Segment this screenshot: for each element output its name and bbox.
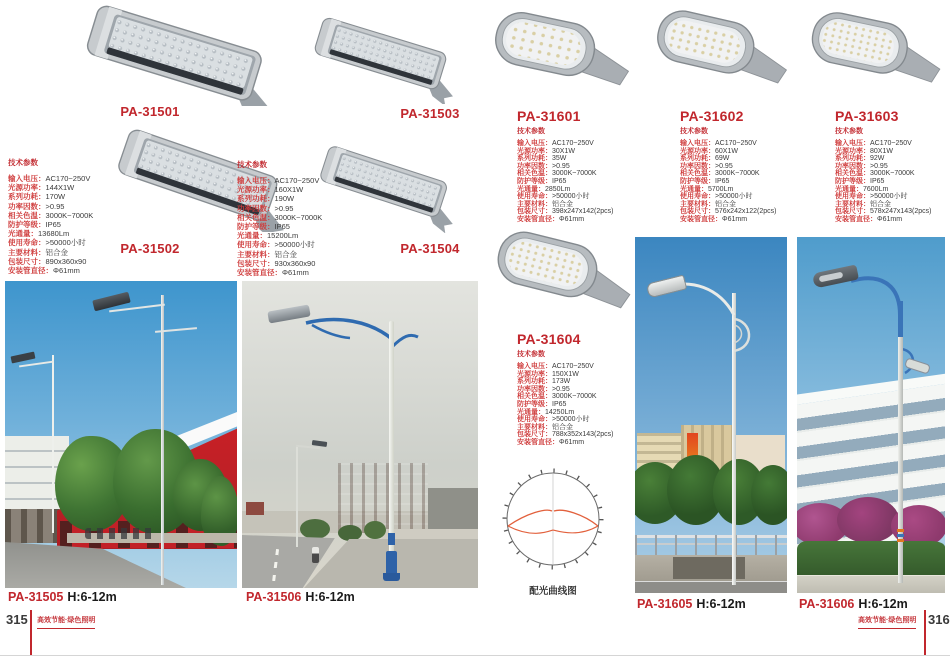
spec-value: 890x360x90 xyxy=(45,256,87,266)
spec-row xyxy=(237,259,355,268)
spec-row xyxy=(517,363,635,371)
spec-value: 160X1W xyxy=(274,185,304,195)
spec-row xyxy=(517,378,635,386)
spec-value: >50000小时 xyxy=(274,240,315,250)
spec-heading: 技术参数 xyxy=(517,128,545,135)
pole-base-flare xyxy=(383,573,400,581)
spec-row xyxy=(680,170,798,178)
spec-value: >0.95 xyxy=(552,385,570,393)
product-code-pa-31504: PA-31504 xyxy=(400,241,460,256)
spec-value: >50000小时 xyxy=(870,193,908,201)
spec-value: >0.95 xyxy=(45,201,65,211)
spec-value: 铝合金 xyxy=(870,200,891,208)
spec-label: 光源功率： xyxy=(680,147,715,155)
spec-row xyxy=(237,268,355,277)
spec-label: 主要材料： xyxy=(517,200,552,208)
spec-value: Φ61mm xyxy=(282,268,309,278)
spec-label: 安装管直径： xyxy=(237,268,282,278)
spec-row xyxy=(835,178,950,186)
product-code-pa-31605: PA-31605 xyxy=(637,597,693,611)
mounting-height: H:6-12m xyxy=(305,590,355,604)
spec-label: 使用寿命： xyxy=(8,238,46,248)
page-number-left: 315 xyxy=(6,612,28,627)
spec-value: >50000小时 xyxy=(552,193,590,201)
spec-row xyxy=(517,431,635,439)
parked-motorbikes xyxy=(85,528,157,539)
product-code-pa-31506: PA-31506 xyxy=(246,590,302,604)
spec-value: 2850Lm xyxy=(545,185,571,193)
photo-pa-31505 xyxy=(5,281,237,588)
spec-value: 173W xyxy=(552,378,571,386)
spec-value: Φ61mm xyxy=(53,266,80,276)
spec-value: IP65 xyxy=(870,177,885,185)
spec-label: 包装尺寸： xyxy=(680,208,715,216)
spec-label: 相关色温： xyxy=(517,393,552,401)
footer-slogan-right: 高效节能·绿色照明 xyxy=(858,615,916,629)
spec-value: 170W xyxy=(45,192,66,202)
spec-row xyxy=(680,208,798,216)
spec-value: >0.95 xyxy=(870,162,888,170)
spec-label: 主要材料： xyxy=(8,247,46,257)
photo-caption-pa-31606 xyxy=(799,597,908,611)
spec-value: 3000K~7000K xyxy=(552,170,597,178)
spec-value: AC170~250V xyxy=(870,140,912,147)
spec-value: >50000小时 xyxy=(715,193,753,201)
spec-value: 铝合金 xyxy=(552,423,573,431)
spec-value: AC170~250V xyxy=(715,140,757,147)
spec-label: 使用寿命： xyxy=(517,416,552,424)
spec-value: 13680Lm xyxy=(38,229,70,239)
mounting-height: H:6-12m xyxy=(696,597,746,611)
spec-label: 使用寿命： xyxy=(237,240,275,250)
spec-value: 144X1W xyxy=(45,183,75,193)
spec-value: >0.95 xyxy=(274,203,294,213)
spec-label: 防护等级： xyxy=(237,222,275,232)
spec-value: 35W xyxy=(552,155,567,163)
spec-label: 输入电压： xyxy=(835,140,870,147)
street-light-pole-far xyxy=(52,355,54,533)
spec-value: 铝合金 xyxy=(715,200,736,208)
spec-label: 输入电压： xyxy=(680,140,715,147)
spec-row xyxy=(835,208,950,216)
spec-row xyxy=(237,250,355,259)
mounting-height: H:6-12m xyxy=(858,597,908,611)
spec-value: 398x247x142(2pcs) xyxy=(552,208,614,216)
pole-ring xyxy=(897,539,904,542)
product-code-pa-31501: PA-31501 xyxy=(120,104,180,119)
spec-value: IP65 xyxy=(274,222,290,232)
spec-value: 92W xyxy=(870,155,885,163)
product-code-pa-31503: PA-31503 xyxy=(400,106,460,121)
spec-label: 包装尺寸： xyxy=(835,208,870,216)
spec-label: 光源功率： xyxy=(517,147,552,155)
spec-label: 主要材料： xyxy=(835,200,870,208)
spec-label: 防护等级： xyxy=(835,177,870,185)
photo-pa-31506 xyxy=(242,281,478,588)
spec-label: 包装尺寸： xyxy=(8,256,46,266)
spec-label: 安装管直径： xyxy=(517,215,559,223)
spec-label: 使用寿命： xyxy=(517,193,552,201)
spec-value: Φ61mm xyxy=(722,215,748,223)
spec-heading: 技术参数 xyxy=(835,128,863,135)
photo-caption-pa-31605 xyxy=(637,597,746,611)
spec-value: AC170~250V xyxy=(552,140,594,147)
spec-label: 使用寿命： xyxy=(835,193,870,201)
spec-label: 系列功耗： xyxy=(237,194,275,204)
spec-row xyxy=(517,401,635,409)
spec-row xyxy=(8,257,126,266)
spec-label: 系列功耗： xyxy=(517,378,552,386)
spec-label: 防护等级： xyxy=(517,177,552,185)
led-panel-lamp-image-pa-31504 xyxy=(306,133,468,233)
spec-value: 3000K~7000K xyxy=(45,210,94,220)
spec-row xyxy=(835,140,950,148)
spec-row xyxy=(835,170,950,178)
street-light-pole xyxy=(161,295,164,585)
spec-value: 14250Lm xyxy=(545,408,575,416)
spec-block-pa-31602 xyxy=(680,126,798,224)
spec-label: 系列功耗： xyxy=(835,155,870,163)
spec-label: 包装尺寸： xyxy=(517,208,552,216)
product-code-pa-31505: PA-31505 xyxy=(8,590,64,604)
photo-pa-31606 xyxy=(797,237,945,593)
spec-row xyxy=(680,193,798,201)
spec-value: 578x247x143(2pcs) xyxy=(870,208,932,216)
spec-label: 功率因数： xyxy=(680,162,715,170)
spec-label: 输入电压： xyxy=(8,174,46,183)
spec-value: >50000小时 xyxy=(45,238,86,248)
spec-label: 功率因数： xyxy=(835,162,870,170)
spec-row xyxy=(517,208,635,216)
spec-label: 使用寿命： xyxy=(680,193,715,201)
spec-label: 光通量： xyxy=(517,408,545,416)
spec-row xyxy=(517,155,635,163)
spec-row xyxy=(680,155,798,163)
spec-value: 15200Lm xyxy=(267,231,299,241)
spec-label: 光通量： xyxy=(680,185,708,193)
spec-row xyxy=(680,216,798,224)
spec-value: 60X1W xyxy=(715,147,738,155)
spec-label: 相关色温： xyxy=(517,170,552,178)
spec-value: IP65 xyxy=(45,220,61,230)
spec-row xyxy=(517,178,635,186)
lamp-arm-curve xyxy=(797,237,945,593)
spec-value: 铝合金 xyxy=(274,249,297,259)
spec-value: >0.95 xyxy=(715,162,733,170)
spec-label: 输入电压： xyxy=(517,363,552,370)
photo-caption-pa-31505 xyxy=(8,590,117,604)
pole-ring xyxy=(897,529,904,532)
spec-label: 安装管直径： xyxy=(8,266,53,276)
spec-heading: 技术参数 xyxy=(237,160,267,169)
spec-block-pa-31603 xyxy=(835,126,950,224)
spec-row xyxy=(237,240,355,249)
spec-value: 7600Lm xyxy=(863,185,889,193)
spec-label: 光通量： xyxy=(237,231,267,241)
spec-value: 80X1W xyxy=(870,147,893,155)
spec-label: 主要材料： xyxy=(237,249,275,259)
led-panel-lamp-image-pa-31501 xyxy=(66,4,292,106)
spec-label: 输入电压： xyxy=(517,140,552,147)
spec-heading: 技术参数 xyxy=(680,128,708,135)
spec-value: 69W xyxy=(715,155,730,163)
spec-value: 3000K~7000K xyxy=(870,170,915,178)
product-code-pa-31601: PA-31601 xyxy=(517,108,581,124)
spec-value: 30X1W xyxy=(552,147,575,155)
spec-list xyxy=(517,363,635,447)
spec-row xyxy=(517,170,635,178)
spec-value: IP65 xyxy=(552,177,567,185)
pole-blue-band xyxy=(388,533,395,545)
spec-row xyxy=(517,416,635,424)
spec-value: 150X1W xyxy=(552,370,579,378)
spec-value: 铝合金 xyxy=(552,200,573,208)
pole-blue-section xyxy=(898,301,903,337)
spec-label: 光源功率： xyxy=(8,183,46,193)
spec-label: 主要材料： xyxy=(517,423,552,431)
spec-label: 主要材料： xyxy=(680,200,715,208)
spec-block-pa-31601 xyxy=(517,126,635,224)
product-code-pa-31606: PA-31606 xyxy=(799,597,855,611)
lamp-head-image-pa-31601 xyxy=(488,8,638,102)
spec-label: 防护等级： xyxy=(680,177,715,185)
footer-rule xyxy=(30,610,32,656)
spec-label: 防护等级： xyxy=(8,220,46,230)
lamp-head-image-pa-31602 xyxy=(650,6,796,100)
spec-label: 防护等级： xyxy=(517,400,552,408)
spec-row xyxy=(835,193,950,201)
spec-label: 相关色温： xyxy=(680,170,715,178)
spec-label: 功率因数： xyxy=(517,162,552,170)
product-code-pa-31502: PA-31502 xyxy=(120,241,180,256)
spec-label: 光通量： xyxy=(835,185,863,193)
spec-label: 安装管直径： xyxy=(517,438,559,446)
spec-value: 788x352x143(2pcs) xyxy=(552,431,614,439)
product-code-pa-31604: PA-31604 xyxy=(517,331,581,347)
spec-list xyxy=(835,140,950,224)
spec-value: 190W xyxy=(274,194,295,204)
spec-value: >50000小时 xyxy=(552,416,590,424)
spec-label: 包装尺寸： xyxy=(517,431,552,439)
spec-list xyxy=(517,140,635,224)
spec-label: 包装尺寸： xyxy=(237,258,275,268)
spec-row xyxy=(517,216,635,224)
lamp-arm-curve xyxy=(242,281,478,588)
spec-block-pa-31604 xyxy=(517,349,635,447)
spec-label: 功率因数： xyxy=(517,385,552,393)
spec-label: 光通量： xyxy=(8,229,38,239)
mounting-height: H:6-12m xyxy=(67,590,117,604)
spec-row xyxy=(517,439,635,447)
spec-value: 3000K~7000K xyxy=(715,170,760,178)
spec-label: 功率因数： xyxy=(237,203,275,213)
spec-row xyxy=(517,393,635,401)
spec-row xyxy=(517,140,635,148)
spec-label: 功率因数： xyxy=(8,201,46,211)
lamp-head-image-pa-31603 xyxy=(805,6,949,101)
spec-value: 铝合金 xyxy=(45,247,68,257)
spec-heading: 技术参数 xyxy=(517,351,545,358)
spec-value: IP65 xyxy=(715,177,730,185)
product-code-pa-31602: PA-31602 xyxy=(680,108,744,124)
spec-value: AC170~250V xyxy=(552,363,594,370)
spec-row xyxy=(835,216,950,224)
spec-label: 相关色温： xyxy=(835,170,870,178)
spec-list xyxy=(680,140,798,224)
spec-value: 5700Lm xyxy=(708,185,734,193)
lamp-head-image-pa-31604 xyxy=(490,224,640,328)
spec-value: AC170~250V xyxy=(274,176,320,185)
led-panel-lamp-image-pa-31503 xyxy=(300,6,468,104)
spec-label: 输入电压： xyxy=(237,176,275,185)
spec-label: 光源功率： xyxy=(517,370,552,378)
product-code-pa-31603: PA-31603 xyxy=(835,108,899,124)
spec-label: 系列功耗： xyxy=(517,155,552,163)
spec-row xyxy=(680,178,798,186)
page-bottom-rule xyxy=(0,655,950,656)
spec-value: Φ61mm xyxy=(559,438,585,446)
spec-value: 576x242x122(2pcs) xyxy=(715,208,777,216)
spec-heading: 技术参数 xyxy=(8,158,38,167)
spec-value: AC170~250V xyxy=(45,174,91,183)
spec-label: 相关色温： xyxy=(8,210,46,220)
spec-value: 3000K~7000K xyxy=(552,393,597,401)
spec-row xyxy=(835,155,950,163)
spec-row xyxy=(8,266,126,275)
spec-row xyxy=(680,140,798,148)
spec-value: 3000K~7000K xyxy=(274,212,323,222)
spec-label: 光通量： xyxy=(517,185,545,193)
footer-rule xyxy=(924,610,926,656)
spec-value: 930x360x90 xyxy=(274,258,316,268)
photo-pa-31605 xyxy=(635,237,787,593)
spec-label: 相关色温： xyxy=(237,212,275,222)
spec-value: Φ61mm xyxy=(559,215,585,223)
polar-chart-caption: 配光曲线图 xyxy=(529,586,577,597)
spec-label: 安装管直径： xyxy=(835,215,877,223)
spec-label: 安装管直径： xyxy=(680,215,722,223)
spec-row xyxy=(517,193,635,201)
pole-ring xyxy=(897,534,904,537)
spec-value: >0.95 xyxy=(552,162,570,170)
spec-label: 系列功耗： xyxy=(8,192,46,202)
footer-slogan-left: 高效节能·绿色照明 xyxy=(37,615,95,629)
spec-value: Φ61mm xyxy=(877,215,903,223)
spec-label: 光源功率： xyxy=(835,147,870,155)
spec-label: 光源功率： xyxy=(237,185,275,195)
spec-value: IP65 xyxy=(552,400,567,408)
light-distribution-polar-chart xyxy=(499,464,607,578)
page-number-right: 316 xyxy=(928,612,950,627)
photo-caption-pa-31506 xyxy=(246,590,355,604)
spec-label: 系列功耗： xyxy=(680,155,715,163)
